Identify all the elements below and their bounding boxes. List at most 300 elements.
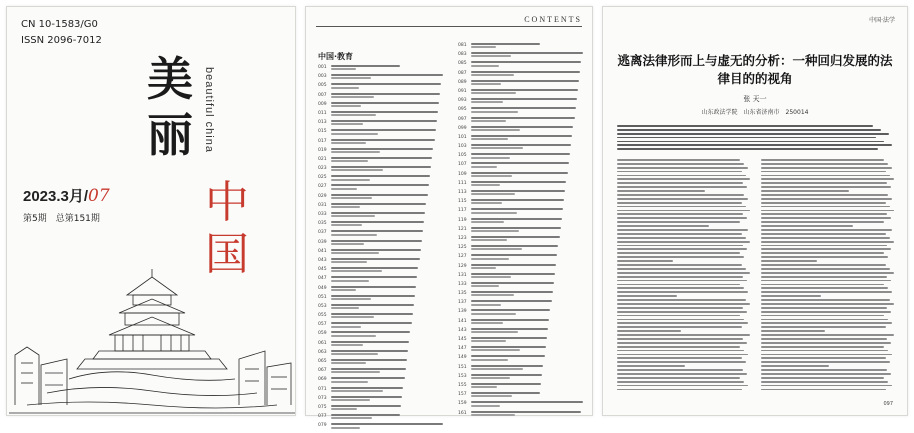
toc-page-number: 129 bbox=[458, 263, 467, 269]
text-line bbox=[761, 334, 894, 336]
text-line bbox=[761, 186, 891, 188]
text-line bbox=[617, 361, 746, 363]
toc-page-number: 111 bbox=[458, 180, 467, 186]
text-line bbox=[617, 190, 705, 192]
toc-entry bbox=[318, 286, 446, 293]
text-line bbox=[761, 206, 890, 208]
text-line bbox=[761, 225, 853, 227]
text-line bbox=[761, 233, 886, 235]
text-line bbox=[761, 280, 891, 282]
toc-page-number: 059 bbox=[318, 331, 327, 337]
toc-entry bbox=[318, 148, 446, 155]
toc-entry bbox=[318, 157, 446, 164]
text-line bbox=[617, 129, 881, 131]
toc-page-number: 117 bbox=[458, 208, 467, 214]
text-line bbox=[761, 291, 892, 293]
text-line bbox=[761, 175, 890, 177]
english-title: beautiful china bbox=[203, 67, 215, 153]
text-line bbox=[617, 252, 740, 254]
toc-entry bbox=[458, 199, 586, 206]
toc-page-number: 085 bbox=[458, 61, 467, 67]
toc-right-column bbox=[458, 43, 586, 420]
toc-page-number: 157 bbox=[458, 392, 467, 398]
text-line bbox=[617, 248, 747, 250]
toc-page-number: 127 bbox=[458, 254, 467, 260]
text-line bbox=[617, 365, 685, 367]
text-line bbox=[617, 311, 747, 313]
text-line bbox=[761, 307, 887, 309]
text-line bbox=[617, 280, 747, 282]
text-line bbox=[617, 144, 892, 146]
text-line bbox=[617, 381, 744, 383]
cn-number: CN 10-1583/G0 bbox=[21, 19, 98, 30]
text-line bbox=[761, 287, 888, 289]
toc-page-number: 037 bbox=[318, 230, 327, 236]
text-line bbox=[617, 287, 744, 289]
toc-page-number: 123 bbox=[458, 235, 467, 241]
toc-entry bbox=[458, 401, 586, 408]
toc-entry bbox=[458, 52, 586, 59]
toc-page-number: 043 bbox=[318, 257, 327, 263]
toc-entry bbox=[458, 346, 586, 353]
toc-page-number: 161 bbox=[458, 410, 467, 416]
toc-page-number: 141 bbox=[458, 318, 467, 324]
toc-entry bbox=[458, 365, 586, 372]
toc-entry bbox=[318, 83, 446, 90]
toc-entry bbox=[458, 309, 586, 316]
text-line bbox=[617, 354, 748, 356]
text-line bbox=[761, 237, 890, 239]
toc-page-number: 121 bbox=[458, 226, 467, 232]
text-line bbox=[761, 365, 829, 367]
text-line bbox=[761, 311, 891, 313]
article-running-header: 中国·法学 bbox=[869, 17, 895, 24]
toc-entry bbox=[458, 264, 586, 271]
toc-page-number: 025 bbox=[318, 175, 327, 181]
text-line bbox=[617, 357, 742, 359]
toc-page-number: 125 bbox=[458, 245, 467, 251]
toc-page-number: 009 bbox=[318, 101, 327, 107]
article-author: 张 天一 bbox=[743, 95, 767, 103]
toc-page-number: 139 bbox=[458, 309, 467, 315]
article-page-number: 097 bbox=[883, 401, 893, 407]
text-line bbox=[617, 342, 747, 344]
toc-page-number: 137 bbox=[458, 300, 467, 306]
text-line bbox=[617, 148, 878, 150]
text-line bbox=[761, 303, 894, 305]
toc-page-number: 151 bbox=[458, 364, 467, 370]
toc-entry bbox=[458, 218, 586, 225]
text-line bbox=[761, 171, 886, 173]
toc-page-number: 051 bbox=[318, 294, 327, 300]
text-line bbox=[617, 346, 740, 348]
text-line bbox=[761, 264, 886, 266]
toc-entry bbox=[318, 74, 446, 81]
toc-page-number: 095 bbox=[458, 107, 467, 113]
toc-entry bbox=[458, 392, 586, 399]
toc-entry bbox=[458, 107, 586, 114]
toc-page-number: 011 bbox=[318, 110, 327, 116]
temple-of-heaven-sketch bbox=[7, 255, 297, 415]
toc-entry bbox=[318, 304, 446, 311]
toc-entry bbox=[458, 245, 586, 252]
text-line bbox=[617, 284, 740, 286]
text-line bbox=[761, 284, 884, 286]
toc-entry bbox=[318, 175, 446, 182]
text-line bbox=[617, 326, 742, 328]
text-line bbox=[617, 206, 746, 208]
toc-page-number: 089 bbox=[458, 79, 467, 85]
chinese-title: 中国 bbox=[205, 177, 249, 280]
toc-page-number: 073 bbox=[318, 395, 327, 401]
toc-entry bbox=[458, 135, 586, 142]
text-line bbox=[761, 198, 892, 200]
toc-entry bbox=[318, 322, 446, 329]
toc-entry bbox=[458, 98, 586, 105]
toc-page-number: 087 bbox=[458, 70, 467, 76]
toc-page-number: 071 bbox=[318, 386, 327, 392]
text-line bbox=[761, 373, 891, 375]
text-line bbox=[761, 245, 887, 247]
article-page bbox=[602, 6, 908, 416]
text-line bbox=[761, 163, 888, 165]
text-line bbox=[617, 221, 740, 223]
text-line bbox=[617, 225, 709, 227]
toc-entry bbox=[318, 331, 446, 338]
toc-entry bbox=[458, 126, 586, 133]
article-body-right-column bbox=[761, 159, 895, 392]
text-line bbox=[761, 178, 894, 180]
text-line bbox=[617, 385, 748, 387]
toc-entry bbox=[318, 267, 446, 274]
text-line bbox=[617, 141, 884, 143]
text-line bbox=[617, 322, 748, 324]
text-line bbox=[761, 389, 886, 391]
toc-page-number: 029 bbox=[318, 193, 327, 199]
text-line bbox=[761, 326, 886, 328]
toc-page-number: 083 bbox=[458, 52, 467, 58]
toc-page-number: 027 bbox=[318, 184, 327, 190]
cover-identifiers bbox=[21, 17, 102, 49]
text-line bbox=[617, 350, 744, 352]
text-line bbox=[761, 315, 884, 317]
text-line bbox=[617, 241, 750, 243]
toc-page-number: 047 bbox=[318, 276, 327, 282]
toc-page-number: 017 bbox=[318, 138, 327, 144]
text-line bbox=[617, 237, 746, 239]
text-line bbox=[617, 330, 681, 332]
toc-page-number: 063 bbox=[318, 349, 327, 355]
text-line bbox=[761, 268, 890, 270]
issue-year-month: 2023.3月/ bbox=[23, 188, 89, 205]
toc-page-number: 093 bbox=[458, 98, 467, 104]
text-line bbox=[761, 276, 887, 278]
toc-entry bbox=[318, 359, 446, 366]
toc-left-column bbox=[318, 65, 446, 433]
text-line bbox=[617, 291, 748, 293]
text-line bbox=[761, 342, 891, 344]
toc-entry bbox=[318, 129, 446, 136]
calligraphy-title: 美丽 bbox=[147, 52, 193, 162]
text-line bbox=[617, 198, 748, 200]
toc-entry bbox=[318, 139, 446, 146]
toc-page-number: 077 bbox=[318, 414, 327, 420]
journal-cover bbox=[6, 6, 296, 416]
text-line bbox=[761, 167, 892, 169]
toc-entry bbox=[458, 172, 586, 179]
text-line bbox=[761, 213, 887, 215]
toc-page-number: 149 bbox=[458, 355, 467, 361]
text-line bbox=[761, 357, 886, 359]
text-line bbox=[617, 260, 673, 262]
text-line bbox=[761, 330, 825, 332]
toc-entry bbox=[458, 337, 586, 344]
text-line bbox=[617, 256, 744, 258]
toc-entry bbox=[458, 144, 586, 151]
toc-entry bbox=[318, 240, 446, 247]
toc-page-number: 113 bbox=[458, 190, 467, 195]
text-line bbox=[617, 178, 750, 180]
toc-entry bbox=[318, 258, 446, 265]
text-line bbox=[617, 295, 677, 297]
toc-entry bbox=[458, 254, 586, 261]
text-line bbox=[761, 385, 892, 387]
toc-entry bbox=[318, 249, 446, 256]
contents-header: CONTENTS bbox=[316, 15, 582, 27]
toc-entry bbox=[318, 396, 446, 403]
toc-entry bbox=[458, 117, 586, 124]
toc-entry bbox=[318, 405, 446, 412]
toc-entry bbox=[458, 236, 586, 243]
toc-page-number: 013 bbox=[318, 120, 327, 126]
toc-page-number: 001 bbox=[318, 65, 327, 70]
toc-page-number: 081 bbox=[458, 43, 467, 48]
text-line bbox=[617, 194, 744, 196]
toc-page-number: 153 bbox=[458, 373, 467, 379]
text-line bbox=[617, 182, 743, 184]
text-line bbox=[617, 186, 747, 188]
contents-section-title: 中国·教育 bbox=[318, 52, 354, 61]
toc-page-number: 055 bbox=[318, 313, 327, 319]
text-line bbox=[617, 338, 743, 340]
article-abstract bbox=[617, 125, 895, 152]
text-line bbox=[761, 190, 849, 192]
toc-page-number: 079 bbox=[318, 423, 327, 429]
toc-entry bbox=[458, 273, 586, 280]
toc-page-number: 109 bbox=[458, 171, 467, 177]
toc-page-number: 067 bbox=[318, 368, 327, 374]
text-line bbox=[617, 272, 750, 274]
text-line bbox=[617, 373, 747, 375]
text-line bbox=[617, 213, 743, 215]
article-title: 逃离法律形而上与虚无的分析：一种回归发展的法律目的的视角 bbox=[617, 53, 893, 86]
issue-number: 第5期 总第151期 bbox=[23, 214, 100, 224]
text-line bbox=[617, 229, 748, 231]
text-line bbox=[617, 315, 740, 317]
text-line bbox=[617, 159, 740, 161]
text-line bbox=[761, 377, 884, 379]
article-affiliation: 山东政法学院 山东省济南市 250014 bbox=[701, 109, 809, 116]
toc-entry bbox=[458, 319, 586, 326]
toc-entry bbox=[458, 328, 586, 335]
text-line bbox=[761, 361, 890, 363]
text-line bbox=[761, 272, 894, 274]
toc-entry bbox=[318, 111, 446, 118]
toc-entry bbox=[318, 414, 446, 421]
text-line bbox=[617, 377, 740, 379]
article-body-left-column bbox=[617, 159, 751, 392]
toc-page-number: 155 bbox=[458, 382, 467, 388]
text-line bbox=[761, 252, 884, 254]
text-line bbox=[761, 346, 884, 348]
contents-page bbox=[305, 6, 593, 429]
toc-page-number: 019 bbox=[318, 147, 327, 153]
toc-entry bbox=[458, 89, 586, 96]
text-line bbox=[761, 221, 884, 223]
text-line bbox=[761, 202, 886, 204]
toc-entry bbox=[458, 80, 586, 87]
toc-entry bbox=[458, 71, 586, 78]
toc-page-number: 159 bbox=[458, 401, 467, 407]
toc-page-number: 005 bbox=[318, 83, 327, 89]
text-line bbox=[761, 182, 887, 184]
text-line bbox=[617, 369, 743, 371]
toc-page-number: 049 bbox=[318, 285, 327, 291]
toc-page-number: 119 bbox=[458, 217, 467, 223]
toc-page-number: 023 bbox=[318, 166, 327, 172]
text-line bbox=[761, 159, 884, 161]
toc-entry bbox=[318, 194, 446, 201]
toc-entry bbox=[458, 282, 586, 289]
toc-entry bbox=[318, 102, 446, 109]
toc-entry bbox=[458, 411, 586, 418]
toc-page-number: 015 bbox=[318, 129, 327, 135]
toc-entry bbox=[458, 383, 586, 390]
toc-page-number: 061 bbox=[318, 340, 327, 346]
toc-page-number: 035 bbox=[318, 221, 327, 227]
text-line bbox=[617, 217, 747, 219]
toc-entry bbox=[318, 212, 446, 219]
toc-page-number: 091 bbox=[458, 88, 467, 94]
issue-date bbox=[23, 185, 110, 206]
toc-entry bbox=[458, 300, 586, 307]
text-line bbox=[761, 241, 894, 243]
toc-page-number: 065 bbox=[318, 359, 327, 364]
text-line bbox=[617, 334, 750, 336]
text-line bbox=[617, 299, 746, 301]
toc-entry bbox=[458, 190, 586, 197]
text-line bbox=[761, 350, 888, 352]
toc-page-number: 115 bbox=[458, 199, 467, 205]
toc-entry bbox=[458, 61, 586, 68]
toc-entry bbox=[318, 65, 446, 72]
toc-entry bbox=[318, 203, 446, 210]
toc-page-number: 039 bbox=[318, 239, 327, 245]
toc-entry bbox=[318, 295, 446, 302]
toc-page-number: 007 bbox=[318, 92, 327, 98]
text-line bbox=[761, 256, 888, 258]
text-line bbox=[617, 137, 876, 139]
issue-handwritten-day: 07 bbox=[88, 186, 110, 206]
toc-page-number: 075 bbox=[318, 404, 327, 410]
text-line bbox=[761, 248, 891, 250]
toc-entry bbox=[318, 221, 446, 228]
toc-entry bbox=[318, 368, 446, 375]
text-line bbox=[761, 338, 887, 340]
toc-entry bbox=[318, 423, 446, 430]
text-line bbox=[761, 229, 892, 231]
text-line bbox=[761, 354, 892, 356]
toc-entry bbox=[318, 166, 446, 173]
toc-entry bbox=[458, 227, 586, 234]
toc-page-number: 101 bbox=[458, 134, 467, 140]
toc-entry bbox=[318, 377, 446, 384]
toc-entry bbox=[318, 350, 446, 357]
text-line bbox=[617, 276, 743, 278]
text-line bbox=[617, 210, 750, 212]
text-line bbox=[761, 295, 821, 297]
toc-page-number: 097 bbox=[458, 116, 467, 122]
toc-entry bbox=[458, 181, 586, 188]
text-line bbox=[617, 389, 742, 391]
text-line bbox=[617, 167, 748, 169]
text-line bbox=[617, 175, 746, 177]
toc-page-number: 147 bbox=[458, 346, 467, 352]
toc-entry bbox=[318, 276, 446, 283]
toc-entry bbox=[318, 93, 446, 100]
toc-entry bbox=[458, 374, 586, 381]
toc-page-number: 045 bbox=[318, 267, 327, 273]
toc-entry bbox=[318, 341, 446, 348]
text-line bbox=[761, 217, 891, 219]
toc-page-number: 131 bbox=[458, 272, 467, 278]
toc-page-number: 041 bbox=[318, 248, 327, 254]
toc-page-number: 031 bbox=[318, 202, 327, 208]
toc-entry bbox=[458, 355, 586, 362]
text-line bbox=[617, 303, 750, 305]
toc-entry bbox=[318, 387, 446, 394]
toc-entry bbox=[318, 120, 446, 127]
toc-entry bbox=[458, 162, 586, 169]
text-line bbox=[761, 322, 892, 324]
toc-page-number: 105 bbox=[458, 153, 467, 159]
text-line bbox=[761, 210, 894, 212]
toc-page-number: 103 bbox=[458, 144, 467, 150]
text-line bbox=[617, 125, 873, 127]
text-line bbox=[617, 163, 744, 165]
text-line bbox=[761, 299, 890, 301]
toc-entry bbox=[318, 184, 446, 191]
text-line bbox=[617, 264, 742, 266]
text-line bbox=[617, 202, 742, 204]
text-line bbox=[617, 133, 889, 135]
text-line bbox=[761, 369, 887, 371]
text-line bbox=[617, 233, 742, 235]
text-line bbox=[617, 171, 742, 173]
text-line bbox=[617, 245, 743, 247]
toc-entry bbox=[318, 230, 446, 237]
toc-entry bbox=[458, 153, 586, 160]
toc-page-number: 057 bbox=[318, 322, 327, 328]
text-line bbox=[617, 268, 746, 270]
toc-entry bbox=[458, 43, 586, 50]
text-line bbox=[761, 194, 888, 196]
toc-page-number: 145 bbox=[458, 337, 467, 342]
toc-page-number: 099 bbox=[458, 125, 467, 131]
text-line bbox=[617, 307, 743, 309]
toc-page-number: 069 bbox=[318, 377, 327, 383]
toc-page-number: 107 bbox=[458, 162, 467, 168]
